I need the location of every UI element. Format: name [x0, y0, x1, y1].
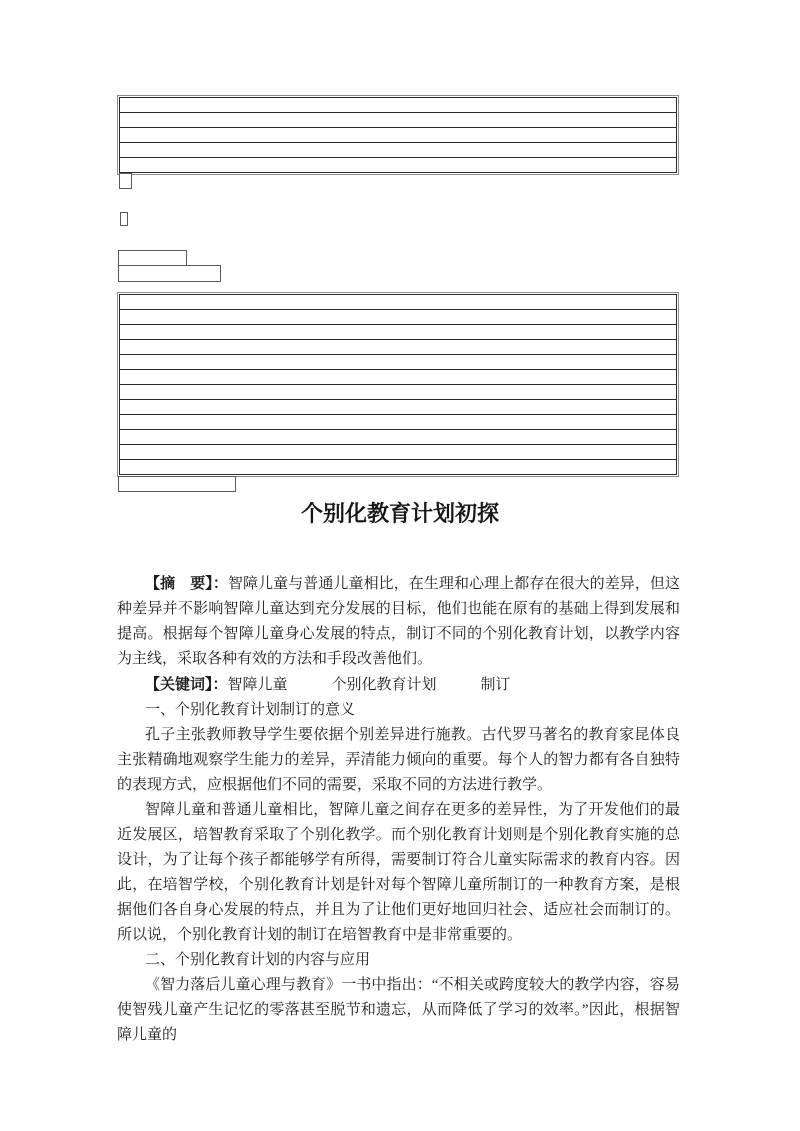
abstract-paragraph — [117, 571, 680, 672]
redacted-table-row — [119, 414, 677, 430]
redacted-table-row — [119, 459, 677, 475]
section-1-paragraph-2: 智障儿童和普通儿童相比，智障儿童之间存在更多的差异性，为了开发他们的最近发展区，培智教育采取了个别化教学。而个别化教育计划则是个别化教育实施的总设计，为了让每个孩子都能够学有所得，需要制订符合儿童实际需求的教育内容。因此，在培智学校，个别化教育计划是针对每个智障儿童所制订的一种教育方案，是根据他们各自身心发展的特点，并且为了让他们更好地回归社会、适应社会而制订的。所以说，个别化教育计划的制订在培智教育中是非常重要的。 — [117, 802, 680, 943]
redacted-table-bottom — [117, 292, 679, 477]
redacted-box-line-2 — [118, 265, 221, 282]
keywords-label: 【关键词】： — [145, 676, 228, 693]
redacted-table-row — [119, 444, 677, 460]
section-1-heading: 一、个别化教育计划制订的意义 — [145, 702, 356, 718]
redacted-box-line-1 — [118, 250, 187, 266]
redacted-table-row — [119, 339, 677, 355]
keywords-paragraph — [117, 672, 680, 698]
page-title: 个别化教育计划初探 — [300, 501, 499, 526]
section-1-paragraph-1: 孔子主张教师教导学生要依据个别差异进行施教。古代罗马著名的教育家昆体良主张精确地观察学生能力的差异，弄清能力倾向的重要。每个人的智力都有各自独特的表现方式，应根据他们不同的需要，采取不同的方法进行教学。 — [117, 727, 680, 793]
redacted-table-row — [119, 142, 677, 158]
article-body — [117, 571, 680, 1048]
redacted-box-line-3 — [118, 476, 236, 492]
redacted-table-row — [119, 324, 677, 340]
redacted-table-row — [119, 112, 677, 128]
redacted-table-row — [119, 127, 677, 143]
redacted-table-row — [119, 309, 677, 325]
section-2-heading: 二、个别化教育计划的内容与应用 — [145, 952, 371, 968]
redacted-table-row — [119, 97, 677, 113]
redacted-box-small-2 — [120, 212, 128, 226]
redacted-table-top — [117, 95, 679, 175]
abstract-label: 【摘 要】： — [145, 575, 228, 592]
redacted-table-row — [119, 354, 677, 370]
redacted-table-row — [119, 157, 677, 173]
redacted-table-row — [119, 399, 677, 415]
redacted-table-row — [119, 384, 677, 400]
keyword-term: 个别化教育计划 — [331, 677, 437, 693]
redacted-table-row — [119, 294, 677, 310]
keyword-term: 智障儿童 — [227, 677, 288, 693]
abstract-text: 智障儿童与普通儿童相比，在生理和心理上都存在很大的差异，但这种差异并不影响智障儿童达到充分发展的目标，他们也能在原有的基础上得到发展和提高。根据每个智障儿童身心发展的特点，制订不同的个别化教育计划，以教学内容为主线，采取各种有效的方法和手段改善他们。 — [117, 576, 680, 667]
keyword-term: 制订 — [480, 677, 511, 693]
redacted-table-row — [119, 429, 677, 445]
redacted-table-row — [119, 369, 677, 385]
redacted-box-small-1 — [119, 173, 132, 189]
section-2-paragraph-1: 《智力落后儿童心理与教育》一书中指出：“不相关或跨度较大的教学内容，容易使智残儿童产生记忆的零落甚至脱节和遗忘，从而降低了学习的效率。”因此，根据智障儿童的 — [117, 977, 680, 1043]
